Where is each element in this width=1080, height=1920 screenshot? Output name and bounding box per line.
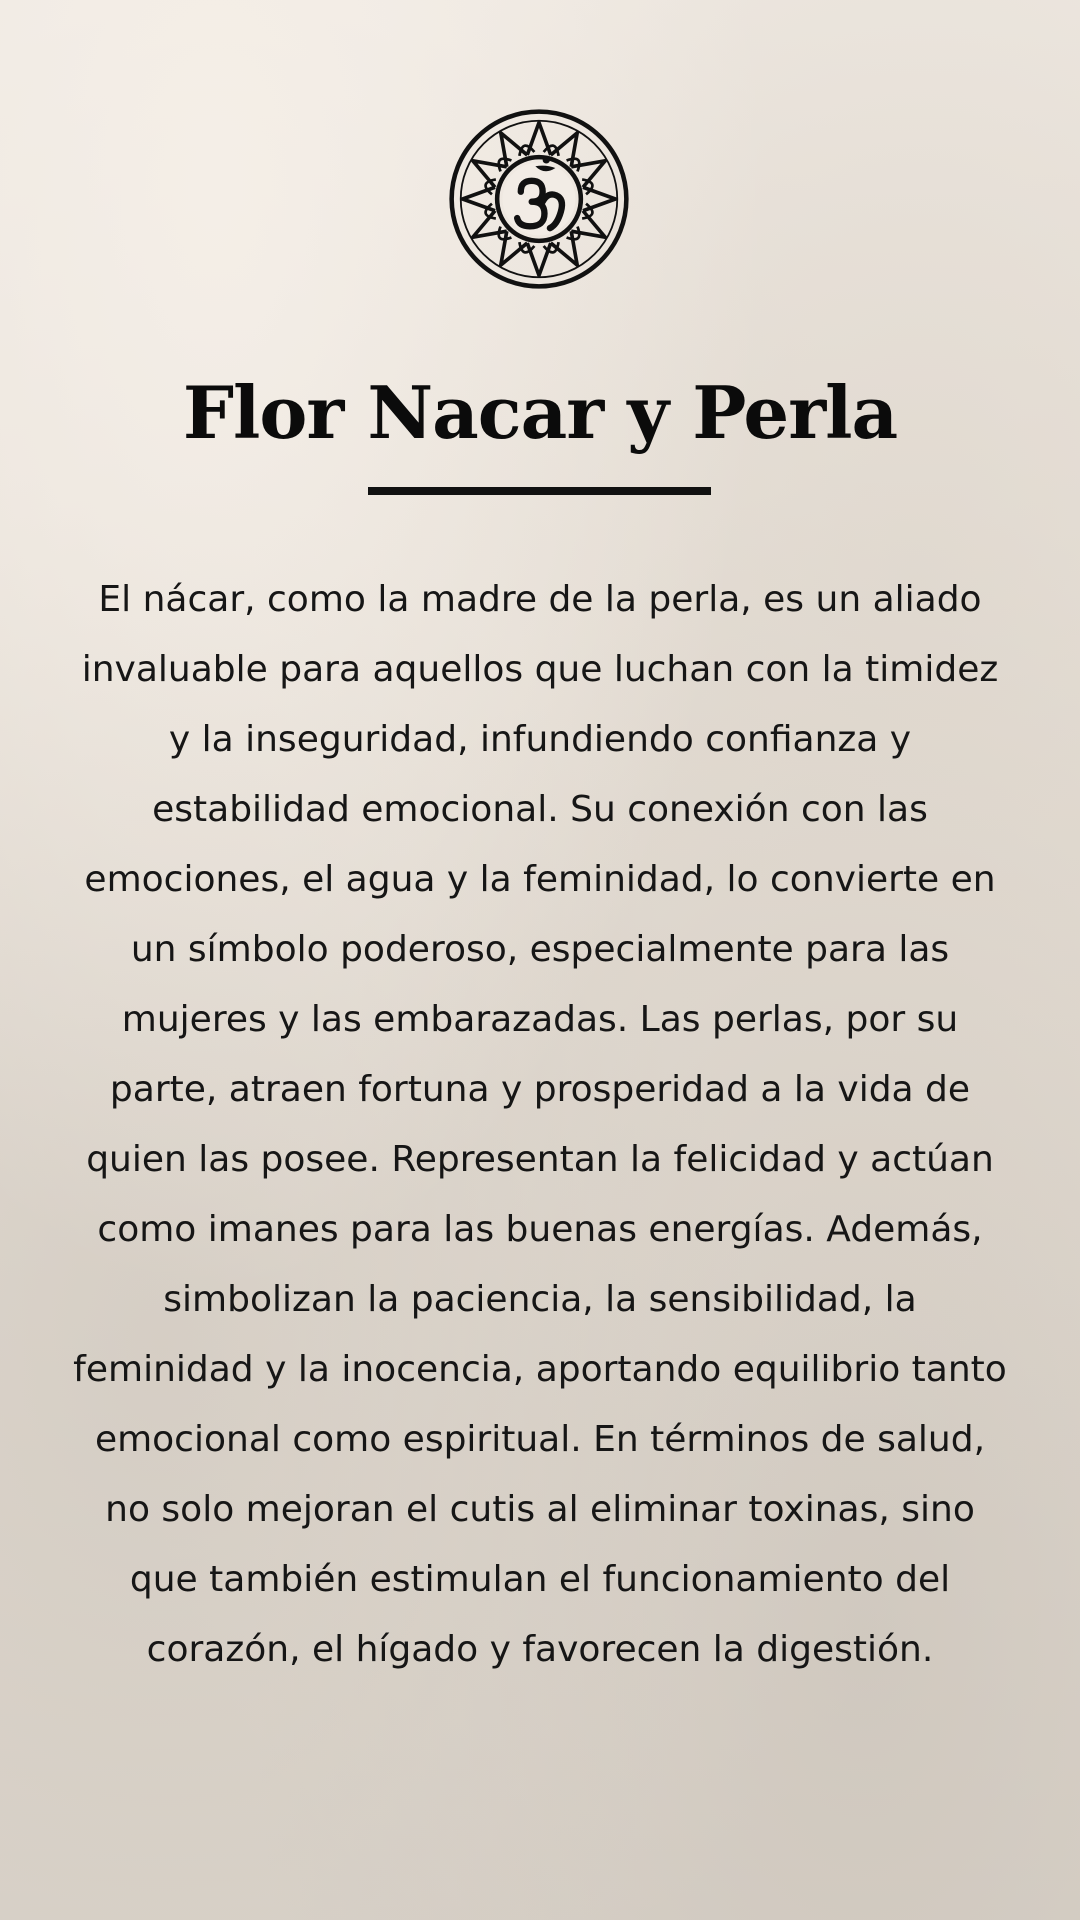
- mandala-petal: [527, 243, 550, 275]
- mandala-petal: [583, 187, 615, 210]
- body-paragraph: El nácar, como la madre de la perla, es un aliado invaluable para aquellos que luchan con la timidez y la inseguridad, infundiendo confianza y estabilidad emocional. Su conexión con las emociones, el agua y la feminidad, lo convierte en un símbolo poderoso, especialmente para las mujeres y las embarazadas. Las perlas, por su parte, atraen fortuna y prosperidad a la vida de quien las posee. Representan la felicidad y actúan como imanes para las buenas energías. Además, simbolizan la paciencia, la sensibilidad, la feminidad y la inocencia, aportando equilibrio tanto emocional como espiritual. En términos de salud, no solo mejoran el cutis al eliminar toxinas, sino que también estimulan el funcionamiento del corazón, el hígado y favorecen la digestión.: [73, 579, 1007, 1670]
- om-mandala-icon: [448, 108, 630, 290]
- mandala-petal: [463, 187, 495, 210]
- page-title: Flor Nacar y Perla: [182, 370, 898, 455]
- mandala-petal: [527, 123, 550, 155]
- title-divider: [368, 487, 711, 495]
